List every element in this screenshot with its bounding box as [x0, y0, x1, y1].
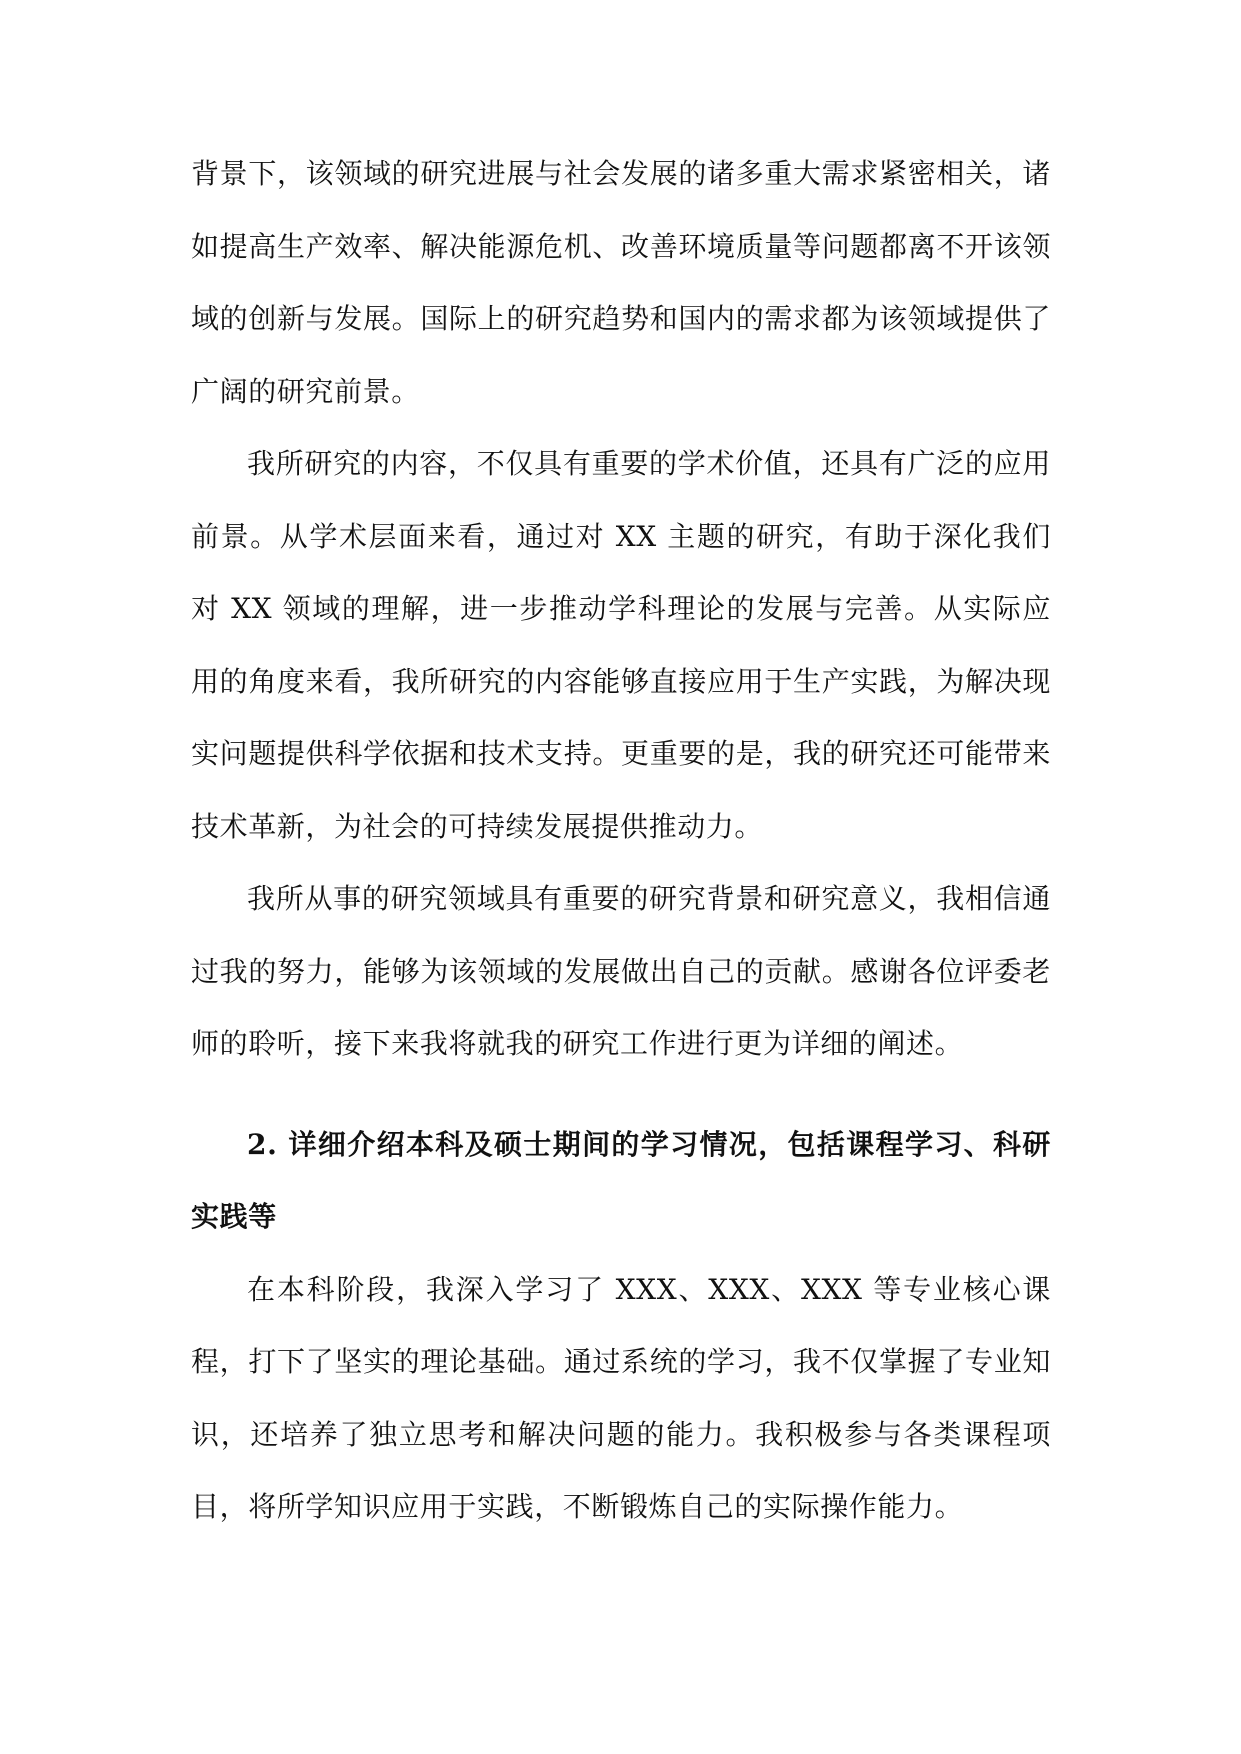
- paragraph-undergraduate-study: 在本科阶段，我深入学习了 XXX、XXX、XXX 等专业核心课程，打下了坚实的理论基础。通过系统的学习，我不仅掌握了专业知识，还培养了独立思考和解决问题的能力。我积极参与各类课程项目，将所学知识应用于实践，不断锻炼自己的实际操作能力。: [191, 1272, 1051, 1523]
- paragraph-closing: 我所从事的研究领域具有重要的研究背景和研究意义，我相信通过我的努力，能够为该领域的发展做出自己的贡献。感谢各位评委老师的聆听，接下来我将就我的研究工作进行更为详细的阐述。: [191, 882, 1051, 1060]
- paragraph-research-value: 我所研究的内容，不仅具有重要的学术价值，还具有广泛的应用前景。从学术层面来看，通过对 XX 主题的研究，有助于深化我们对 XX 领域的理解，进一步推动学科理论的发展与完善。从实际应用的角度来看，我所研究的内容能够直接应用于生产实践，为解决现实问题提供科学依据和技术支持。更重要的是，我的研究还可能带来技术革新，为社会的可持续发展提供推动力。: [191, 447, 1051, 843]
- section-heading: 2. 详细介绍本科及硕士期间的学习情况，包括课程学习、科研实践等: [191, 1127, 1051, 1233]
- paragraph-continued: 背景下，该领域的研究进展与社会发展的诸多重大需求紧密相关，诸如提高生产效率、解决能源危机、改善环境质量等问题都离不开该领域的创新与发展。国际上的研究趋势和国内的需求都为该领域提供了广阔的研究前景。: [191, 157, 1051, 408]
- document-page: [191, 138, 1051, 1544]
